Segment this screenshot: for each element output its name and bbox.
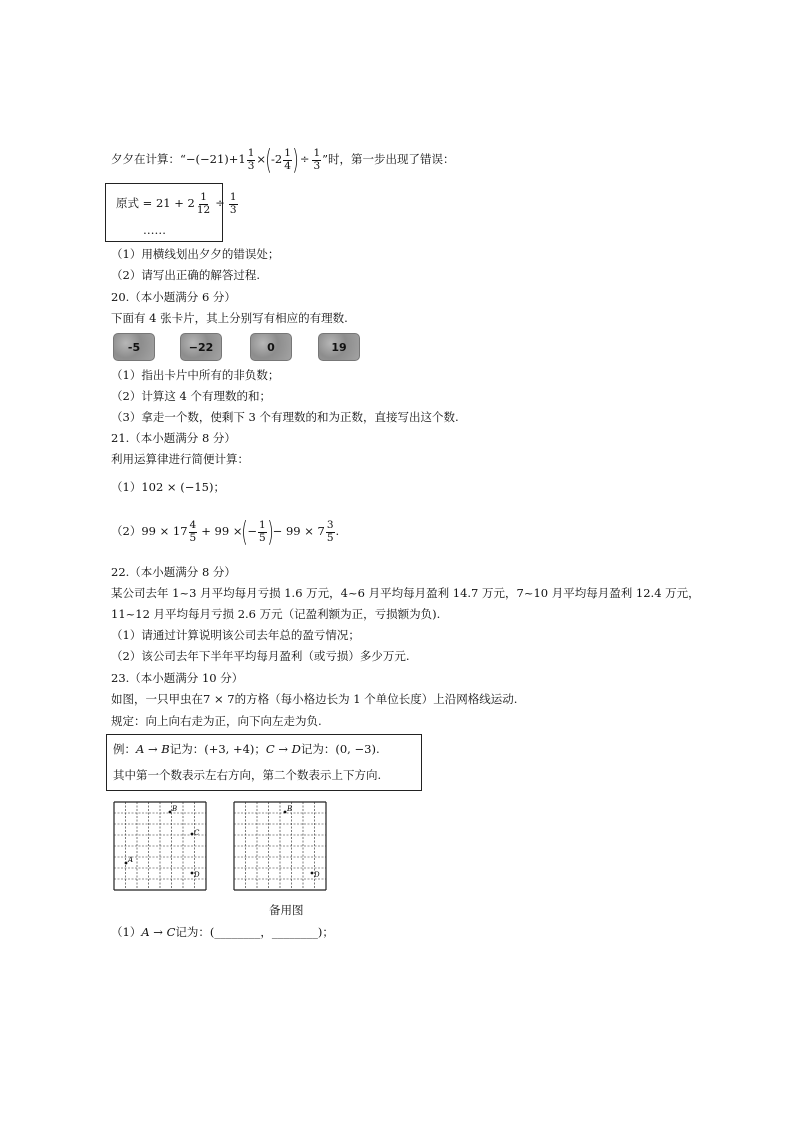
q21-intro: 利用运算律进行简便计算： (111, 452, 249, 466)
q21-fraction-2: $\frac{1}{5}$ (259, 519, 266, 544)
card-2: −22 (180, 333, 222, 361)
q19-fraction-3: $\frac{1}{3}$ (313, 147, 321, 172)
q19-box-lead: 原式 = 21 + 2 (116, 196, 195, 211)
point-d-2 (311, 872, 314, 875)
card-1: -5 (113, 333, 155, 361)
card-4: 19 (318, 333, 360, 361)
label-c: C (194, 829, 200, 837)
point-b (169, 811, 172, 814)
q19-box-fraction-2: $\frac{1}{3}$ (229, 191, 237, 216)
q20-title: 20.（本小题满分 6 分） (111, 290, 236, 304)
grid-figure-main (112, 800, 208, 892)
q19-box-dots: …… (143, 223, 166, 237)
label-d-2: D (314, 871, 320, 879)
q23-example-line2: 其中第一个数表示左右方向，第二个数表示上下方向. (113, 768, 382, 782)
q20-sub1: （1）指出卡片中所有的非负数； (111, 368, 280, 382)
q22-title: 22.（本小题满分 8 分） (111, 565, 236, 579)
q19-inner-a: -2 (271, 152, 283, 167)
q23-title: 23.（本小题满分 10 分） (111, 671, 244, 685)
point-a (125, 862, 128, 865)
label-b-2: B (287, 805, 293, 813)
q22-sub2: （2）该公司去年下半年平均每月盈利（或亏损）多少万元. (111, 649, 410, 663)
q23-sub1: （1）A → C记为：(________，________)； (111, 925, 334, 939)
q19-sub2: （2）请写出正确的解答过程. (111, 268, 260, 282)
point-c (191, 833, 194, 836)
q19-prompt-start: 夕夕在计算：“ (111, 152, 186, 167)
q23-line2: 规定：向上向右走为正，向下向左走为负. (111, 714, 322, 728)
q23-line1: 如图，一只甲虫在7 × 7的方格（每小格边长为 1 个单位长度）上沿网格线运动. (111, 692, 518, 706)
label-b: B (172, 805, 178, 813)
q19-expr-a: −(−21)+1 (185, 152, 246, 167)
q21-sub1: （1）102 × (−15)； (111, 480, 225, 494)
q19-div: ÷ (299, 152, 310, 167)
q19-prompt: 夕夕在计算：“ −(−21)+1 $\frac{1}{3}$ × ( -2 $\frac{1}{4}$ ) ÷ $\frac{1}{3}$ ”时，第一步出现了错误： (111, 143, 455, 176)
q22-sub1: （1）请通过计算说明该公司去年总的盈亏情况； (111, 628, 360, 642)
q20-intro: 下面有 4 张卡片，其上分别写有相应的有理数. (111, 311, 348, 325)
q19-box-line (116, 188, 239, 220)
card-3: 0 (250, 333, 292, 361)
q19-fraction-2: $\frac{1}{4}$ (284, 147, 291, 172)
q20-sub3: （3）拿走一个数，使剩下 3 个有理数的和为正数，直接写出这个数. (111, 410, 459, 424)
q19-fraction-1: $\frac{1}{3}$ (247, 147, 255, 172)
q21-fraction-1: $\frac{4}{5}$ (189, 519, 197, 544)
q21-sub2: （2） 99 × 17 $\frac{4}{5}$ + 99 × ( − $\frac{1}{5}$ ) − 99 × 7 $\frac{3}{5}$ . (111, 515, 340, 548)
q21-fraction-3: $\frac{3}{5}$ (326, 519, 334, 544)
point-b-2 (284, 811, 287, 814)
label-a: A (128, 856, 134, 864)
grid-caption: 备用图 (269, 903, 304, 917)
q19-times: × (256, 152, 267, 167)
q19-box-div: ÷ (215, 196, 225, 211)
grid-figure-backup (232, 800, 328, 892)
q19-sub1: （1）用横线划出夕夕的错误处； (111, 247, 280, 261)
q19-prompt-end: ”时，第一步出现了错误： (322, 152, 455, 167)
label-d: D (194, 871, 200, 879)
q22-line2: 11~12 月平均每月亏损 2.6 万元（记盈利额为正，亏损额为负). (111, 607, 441, 621)
q19-box-fraction-1: $\frac{1}{12}$ (196, 191, 211, 216)
point-d (191, 872, 194, 875)
q21-sub1-expr: 102 × (−15)； (141, 480, 225, 494)
q22-line1: 某公司去年 1~3 月平均每月亏损 1.6 万元，4~6 月平均每月盈利 14.7 万元，7~10 月平均每月盈利 12.4 万元， (111, 586, 700, 600)
q21-title: 21.（本小题满分 8 分） (111, 431, 236, 445)
q20-sub2: （2）计算这 4 个有理数的和； (111, 389, 271, 403)
q23-example-line1: 例：A → B记为：(+3, +4)；C → D记为：(0, −3). (113, 742, 380, 756)
